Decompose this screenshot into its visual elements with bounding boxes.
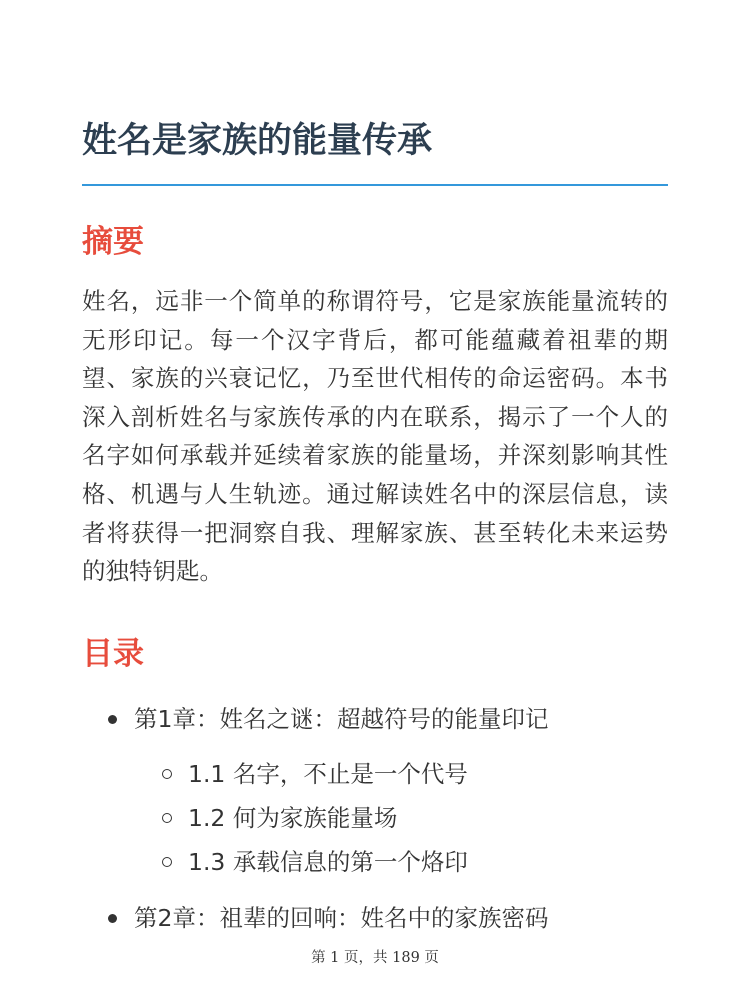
bullet-circle-icon [162,769,172,779]
toc-section-label: 1.1 名字，不止是一个代号 [188,760,468,788]
toc-section-1-2[interactable] [188,802,397,834]
toc-chapter-2[interactable] [134,902,548,934]
toc-chapter-label: 第1章：姓名之谜：超越符号的能量印记 [134,705,549,733]
title-divider [82,184,668,186]
bullet-circle-icon [162,857,172,867]
toc-section-label: 1.3 承载信息的第一个烙印 [188,848,468,876]
bullet-disc-icon [108,914,117,923]
toc-heading: 目录 [82,636,144,672]
toc-section-1-1[interactable] [188,758,468,790]
bullet-disc-icon [108,715,117,724]
toc-section-label: 1.2 何为家族能量场 [188,804,398,832]
document-title: 姓名是家族的能量传承 [82,121,433,161]
page-footer: 第 1 页，共 189 页 [311,950,439,966]
toc-section-1-3[interactable] [188,846,468,878]
toc-chapter-label: 第2章：祖辈的回响：姓名中的家族密码 [134,904,549,932]
toc-chapter-1[interactable] [134,703,548,735]
abstract-text: 姓名，远非一个简单的称谓符号，它是家族能量流转的无形印记。每一个汉字背后，都可能蕴藏着祖辈的期望、家族的兴衰记忆，乃至世代相传的命运密码。本书深入剖析姓名与家族传承的内在联系，揭示了一个人的名字如何承载并延续着家族的能量场，并深刻影响其性格、机遇与人生轨迹。通过解读姓名中的深层信息，读者将获得一把洞察自我、理解家族、甚至转化未来运势的独特钥匙。 [82,287,668,586]
bullet-circle-icon [162,813,172,823]
abstract-heading: 摘要 [82,224,144,260]
